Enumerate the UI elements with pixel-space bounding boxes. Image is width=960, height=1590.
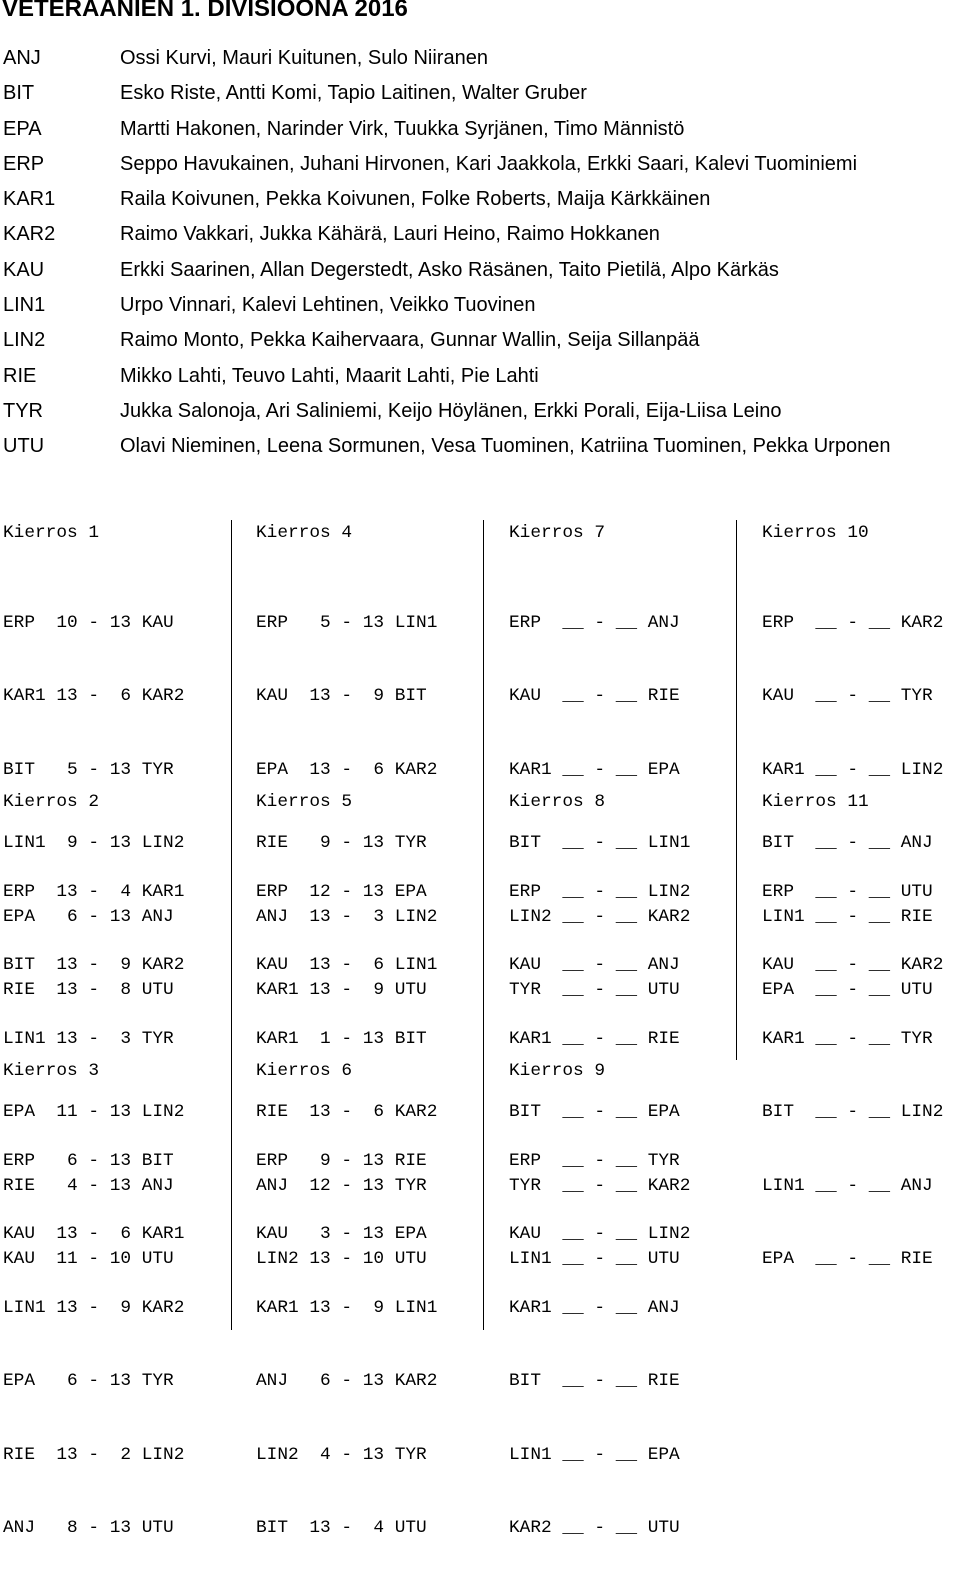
game-row: LIN1 13 - 9 KAR2 (3, 1297, 185, 1318)
game-row: ERP 10 - 13 KAU (3, 613, 174, 633)
game-row: BIT 5 - 13 TYR (3, 759, 174, 780)
game-row: LIN1 __ - __ UTU (509, 1248, 680, 1269)
game-row: BIT 13 - 9 KAR2 (3, 955, 185, 976)
game-row: KAR1 __ - __ TYR (762, 1028, 933, 1049)
game-row: EPA __ - __ UTU (762, 979, 933, 1000)
game-row: EPA 11 - 13 LIN2 (3, 1102, 185, 1123)
game-row: BIT __ - __ ANJ (762, 833, 933, 854)
round-title: Kierros 10 (762, 523, 869, 543)
game-row: ERP 5 - 13 LIN1 (256, 613, 438, 633)
team-players: Ossi Kurvi, Mauri Kuitunen, Sulo Niiranen (120, 47, 488, 69)
team-players: Olavi Nieminen, Leena Sormunen, Vesa Tuominen, Katriina Tuominen, Pekka Urponen (120, 435, 891, 458)
team-code: KAR2 (3, 223, 56, 246)
game-row: TYR __ - __ UTU (509, 979, 680, 1000)
team-players: Esko Riste, Antti Komi, Tapio Laitinen, Walter Gruber (120, 82, 587, 105)
team-players: Seppo Havukainen, Juhani Hirvonen, Kari Jaakkola, Erkki Saari, Kalevi Tuominiemi (120, 152, 858, 175)
game-row: ERP 12 - 13 EPA (256, 882, 427, 902)
team-row (0, 76, 960, 111)
game-row: EPA 6 - 13 TYR (3, 1371, 174, 1392)
team-row (0, 323, 960, 358)
game-row: KAR1 __ - __ EPA (509, 759, 680, 780)
team-code: EPA (3, 117, 42, 140)
game-row: EPA __ - __ RIE (762, 1248, 933, 1269)
game-row: ANJ 13 - 3 LIN2 (256, 906, 438, 927)
game-row: LIN1 __ - __ EPA (509, 1444, 680, 1465)
round-games (256, 1110, 437, 1590)
team-row (0, 394, 960, 429)
team-players: Mikko Lahti, Teuvo Lahti, Maarit Lahti, Pie Lahti (120, 364, 539, 387)
round-title: Kierros 6 (256, 1061, 353, 1081)
game-row: KAR1 __ - __ ANJ (509, 1297, 680, 1318)
game-row: ERP 13 - 4 KAR1 (3, 882, 185, 902)
round-title: Kierros 2 (3, 792, 100, 812)
game-row: TYR __ - __ KAR2 (509, 1175, 691, 1196)
game-row: KAU __ - __ ANJ (509, 955, 680, 976)
column-divider (231, 520, 232, 1330)
round-title: Kierros 8 (509, 792, 606, 812)
column-divider (736, 520, 737, 1060)
game-row: ANJ 12 - 13 TYR (256, 1175, 427, 1196)
game-row: RIE 4 - 13 ANJ (3, 1175, 174, 1196)
round-title: Kierros 5 (256, 792, 353, 812)
round-games (3, 1110, 184, 1590)
game-row: LIN2 4 - 13 TYR (256, 1444, 427, 1465)
game-row: RIE 13 - 6 KAR2 (256, 1102, 438, 1123)
game-row: KAU __ - __ KAR2 (762, 955, 944, 976)
team-players: Raila Koivunen, Pekka Koivunen, Folke Roberts, Maija Kärkkäinen (120, 188, 711, 211)
game-row: ERP __ - __ LIN2 (509, 882, 691, 902)
game-row: ERP __ - __ KAR2 (762, 613, 944, 633)
game-row: LIN1 9 - 13 LIN2 (3, 833, 185, 854)
game-row: ANJ 6 - 13 KAR2 (256, 1371, 438, 1392)
game-row: KAR1 13 - 6 KAR2 (3, 686, 185, 707)
team-row (0, 253, 960, 288)
team-row (0, 112, 960, 147)
game-row: LIN2 13 - 10 UTU (256, 1248, 427, 1269)
game-row: KAR1 __ - __ LIN2 (762, 759, 944, 780)
game-row: KAU __ - __ TYR (762, 686, 933, 707)
team-code: LIN2 (3, 329, 46, 352)
game-row: LIN1 __ - __ RIE (762, 906, 933, 927)
game-row: KAU __ - __ LIN2 (509, 1224, 691, 1245)
game-row: EPA 6 - 13 ANJ (3, 906, 174, 927)
game-row: KAR1 13 - 9 UTU (256, 979, 427, 1000)
team-code: TYR (3, 399, 43, 422)
team-code: ANJ (3, 47, 41, 69)
team-row (0, 429, 960, 464)
game-row: LIN1 __ - __ ANJ (762, 1175, 933, 1196)
game-row: KAU 13 - 6 LIN1 (256, 955, 438, 976)
game-row: KAR1 1 - 13 BIT (256, 1028, 427, 1049)
game-row: ERP 6 - 13 BIT (3, 1151, 174, 1171)
round-games (509, 1110, 690, 1590)
team-code: BIT (3, 82, 35, 105)
team-players: Erkki Saarinen, Allan Degerstedt, Asko Räsänen, Taito Pietilä, Alpo Kärkäs (120, 258, 779, 281)
round-title: Kierros 7 (509, 523, 606, 543)
game-row: BIT __ - __ EPA (509, 1102, 680, 1123)
team-code: UTU (3, 435, 45, 458)
game-row: RIE 9 - 13 TYR (256, 833, 427, 854)
round-games (762, 841, 943, 1321)
game-row: BIT __ - __ RIE (509, 1371, 680, 1392)
team-code: RIE (3, 364, 37, 387)
game-row: KAR2 __ - __ UTU (509, 1517, 680, 1538)
game-row: KAR1 13 - 9 LIN1 (256, 1297, 438, 1318)
team-code: KAU (3, 258, 45, 281)
round-title: Kierros 9 (509, 1061, 606, 1081)
game-row: KAU 13 - 9 BIT (256, 686, 427, 707)
team-code: KAR1 (3, 188, 56, 211)
team-row (0, 147, 960, 182)
team-players: Urpo Vinnari, Kalevi Lehtinen, Veikko Tuovinen (120, 294, 536, 317)
game-row: KAU 3 - 13 EPA (256, 1224, 427, 1245)
game-row: ERP __ - __ ANJ (509, 613, 680, 633)
game-row: LIN1 13 - 3 TYR (3, 1028, 174, 1049)
team-row (0, 288, 960, 323)
column-divider (483, 520, 484, 1330)
team-code: LIN1 (3, 294, 46, 317)
round-title: Kierros 4 (256, 523, 353, 543)
game-row: BIT __ - __ LIN2 (762, 1102, 944, 1123)
round-title: Kierros 1 (3, 523, 100, 543)
game-row: ERP __ - __ TYR (509, 1151, 680, 1171)
game-row: ANJ 8 - 13 UTU (3, 1517, 174, 1538)
game-row: LIN2 __ - __ KAR2 (509, 906, 691, 927)
team-row (0, 182, 960, 217)
game-row: KAU 11 - 10 UTU (3, 1248, 174, 1269)
game-row: EPA 13 - 6 KAR2 (256, 759, 438, 780)
game-row: KAU 13 - 6 KAR1 (3, 1224, 185, 1245)
team-players: Jukka Salonoja, Ari Saliniemi, Keijo Höylänen, Erkki Porali, Eija-Liisa Leino (120, 399, 782, 422)
round-title: Kierros 11 (762, 792, 869, 812)
team-row (0, 217, 960, 252)
round-title: Kierros 3 (3, 1061, 100, 1081)
game-row: KAR1 __ - __ RIE (509, 1028, 680, 1049)
team-players: Martti Hakonen, Narinder Virk, Tuukka Syrjänen, Timo Männistö (120, 117, 685, 140)
team-players: Raimo Monto, Pekka Kaihervaara, Gunnar Wallin, Seija Sillanpää (120, 329, 700, 352)
game-row: BIT __ - __ LIN1 (509, 833, 691, 854)
game-row: RIE 13 - 8 UTU (3, 979, 174, 1000)
page-title: VETERAANIEN 1. DIVISIOONA 2016 (2, 0, 408, 22)
team-roster (0, 41, 960, 465)
game-row: ERP 9 - 13 RIE (256, 1151, 427, 1171)
team-code: ERP (3, 152, 45, 175)
game-row: BIT 13 - 4 UTU (256, 1517, 427, 1538)
game-row: ERP __ - __ UTU (762, 882, 933, 902)
team-row (0, 359, 960, 394)
team-players: Raimo Vakkari, Jukka Kähärä, Lauri Heino, Raimo Hokkanen (120, 223, 660, 246)
game-row: KAU __ - __ RIE (509, 686, 680, 707)
team-row (0, 41, 960, 76)
game-row: RIE 13 - 2 LIN2 (3, 1444, 185, 1465)
